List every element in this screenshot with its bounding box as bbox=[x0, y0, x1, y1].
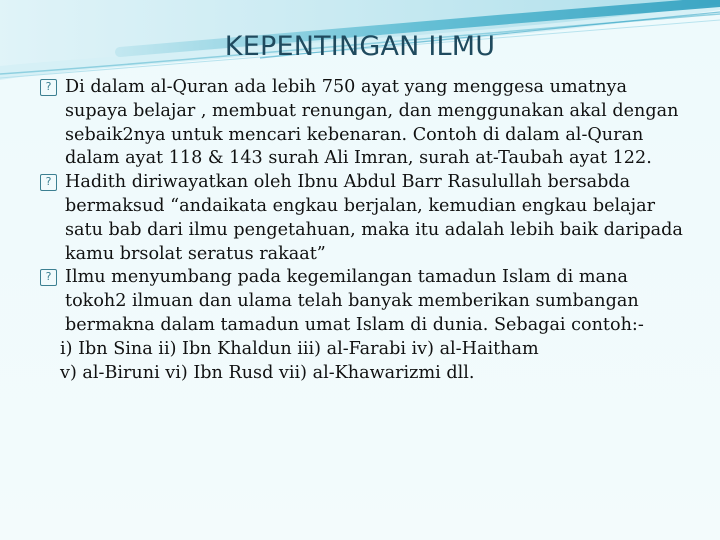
missing-glyph-icon: ? bbox=[40, 79, 57, 96]
slide-title: KEPENTINGAN ILMU bbox=[224, 31, 496, 62]
paragraph-text: Ilmu menyumbang pada kegemilangan tamadun Islam di mana tokoh2 ilmuan dan ulama telah banyak memberikan sumbangan bermakna dalam tamadun umat Islam di dunia. Sebagai contoh:- bbox=[65, 267, 644, 335]
examples-line: v) al-Biruni vi) Ibn Rusd vii) al-Khawarizmi dll. bbox=[60, 362, 475, 383]
bullet-paragraph-ilmu bbox=[40, 266, 690, 337]
missing-glyph-icon: ? bbox=[40, 269, 57, 286]
slide-content bbox=[40, 76, 690, 385]
paragraph-text: Di dalam al-Quran ada lebih 750 ayat yang menggesa umatnya supaya belajar , membuat renungan, dan menggunakan akal dengan sebaik2nya untuk mencari kebenaran. Contoh di dalam al-Quran dalam ayat 118 & 143 surah Ali Imran, surah at-Taubah ayat 122. bbox=[65, 77, 679, 169]
paragraph-text: Hadith diriwayatkan oleh Ibnu Abdul Barr Rasulullah bersabda bermaksud “andaikata engkau berjalan, kemudian engkau belajar satu bab dari ilmu pengetahuan, maka itu adalah lebih baik daripada kamu brsolat seratus rakaat” bbox=[65, 172, 683, 264]
bullet-paragraph-quran bbox=[40, 76, 690, 171]
examples-list bbox=[40, 338, 690, 386]
examples-line: i) Ibn Sina ii) Ibn Khaldun iii) al-Farabi iv) al-Haitham bbox=[60, 338, 539, 359]
missing-glyph-icon: ? bbox=[40, 174, 57, 191]
bullet-paragraph-hadith bbox=[40, 171, 690, 266]
